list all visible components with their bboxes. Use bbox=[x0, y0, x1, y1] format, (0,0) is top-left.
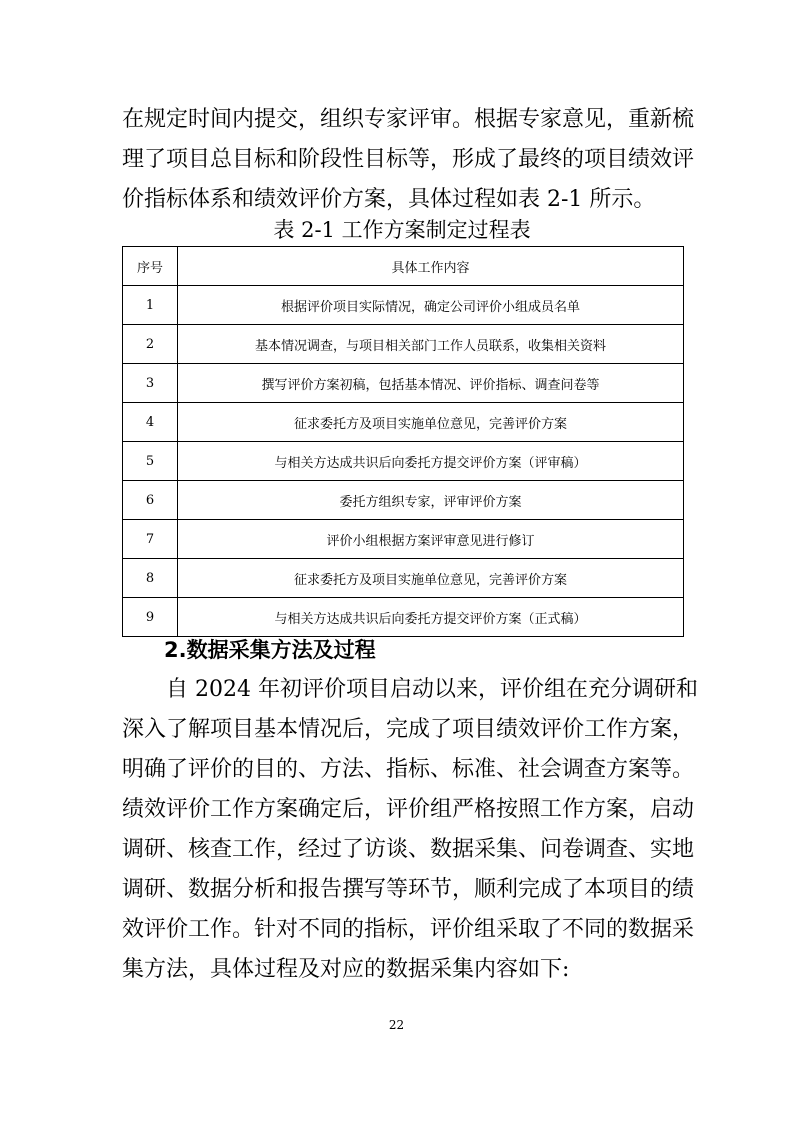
section-line: 效评价工作。针对不同的指标，评价组采取了不同的数据采 bbox=[122, 917, 695, 942]
row-number: 8 bbox=[123, 559, 178, 598]
table-row bbox=[123, 598, 684, 637]
row-number: 3 bbox=[123, 364, 178, 403]
row-content: 根据评价项目实际情况，确定公司评价小组成员名单 bbox=[178, 286, 684, 325]
row-content: 与相关方达成共识后向委托方提交评价方案（评审稿） bbox=[178, 442, 684, 481]
row-content: 委托方组织专家，评审评价方案 bbox=[178, 481, 684, 520]
row-number: 5 bbox=[123, 442, 178, 481]
table-row bbox=[123, 559, 684, 598]
section-line: 绩效评价工作方案确定后，评价组严格按照工作方案，启动 bbox=[122, 797, 695, 822]
table-header-row bbox=[123, 247, 684, 286]
page-number: 22 bbox=[388, 1018, 405, 1032]
row-number: 7 bbox=[123, 520, 178, 559]
table-caption: 表 2-1 工作方案制定过程表 bbox=[273, 218, 531, 242]
table-row bbox=[123, 442, 684, 481]
table-row bbox=[123, 481, 684, 520]
intro-line: 价指标体系和绩效评价方案，具体过程如表 2-1 所示。 bbox=[122, 187, 656, 212]
row-content: 征求委托方及项目实施单位意见，完善评价方案 bbox=[178, 559, 684, 598]
section-line: 集方法，具体过程及对应的数据采集内容如下: bbox=[122, 957, 570, 982]
intro-line: 理了项目总目标和阶段性目标等，形成了最终的项目绩效评 bbox=[122, 147, 695, 172]
column-header-content: 具体工作内容 bbox=[178, 247, 684, 286]
row-content: 评价小组根据方案评审意见进行修订 bbox=[178, 520, 684, 559]
section-line: 调研、核查工作，经过了访谈、数据采集、问卷调查、实地 bbox=[122, 837, 695, 862]
section-paragraph bbox=[122, 670, 698, 990]
row-number: 2 bbox=[123, 325, 178, 364]
work-plan-table bbox=[122, 246, 684, 637]
section-line: 自 2024 年初评价项目启动以来，评价组在充分调研和 bbox=[122, 677, 698, 702]
section-line: 深入了解项目基本情况后，完成了项目绩效评价工作方案， bbox=[122, 717, 695, 742]
section-heading: 2.数据采集方法及过程 bbox=[164, 638, 376, 662]
row-content: 征求委托方及项目实施单位意见，完善评价方案 bbox=[178, 403, 684, 442]
row-number: 1 bbox=[123, 286, 178, 325]
row-number: 4 bbox=[123, 403, 178, 442]
table-row bbox=[123, 520, 684, 559]
row-content: 基本情况调查，与项目相关部门工作人员联系，收集相关资料 bbox=[178, 325, 684, 364]
intro-line: 在规定时间内提交，组织专家评审。根据专家意见，重新梳 bbox=[122, 107, 695, 132]
row-content: 与相关方达成共识后向委托方提交评价方案（正式稿） bbox=[178, 598, 684, 637]
table-row bbox=[123, 286, 684, 325]
table-row bbox=[123, 364, 684, 403]
section-line: 调研、数据分析和报告撰写等环节，顺利完成了本项目的绩 bbox=[122, 877, 695, 902]
table-row bbox=[123, 403, 684, 442]
row-number: 9 bbox=[123, 598, 178, 637]
table-row bbox=[123, 325, 684, 364]
section-line: 明确了评价的目的、方法、指标、标准、社会调查方案等。 bbox=[122, 757, 695, 782]
row-number: 6 bbox=[123, 481, 178, 520]
intro-paragraph bbox=[122, 100, 695, 220]
column-header-number: 序号 bbox=[123, 247, 178, 286]
row-content: 撰写评价方案初稿，包括基本情况、评价指标、调查问卷等 bbox=[178, 364, 684, 403]
